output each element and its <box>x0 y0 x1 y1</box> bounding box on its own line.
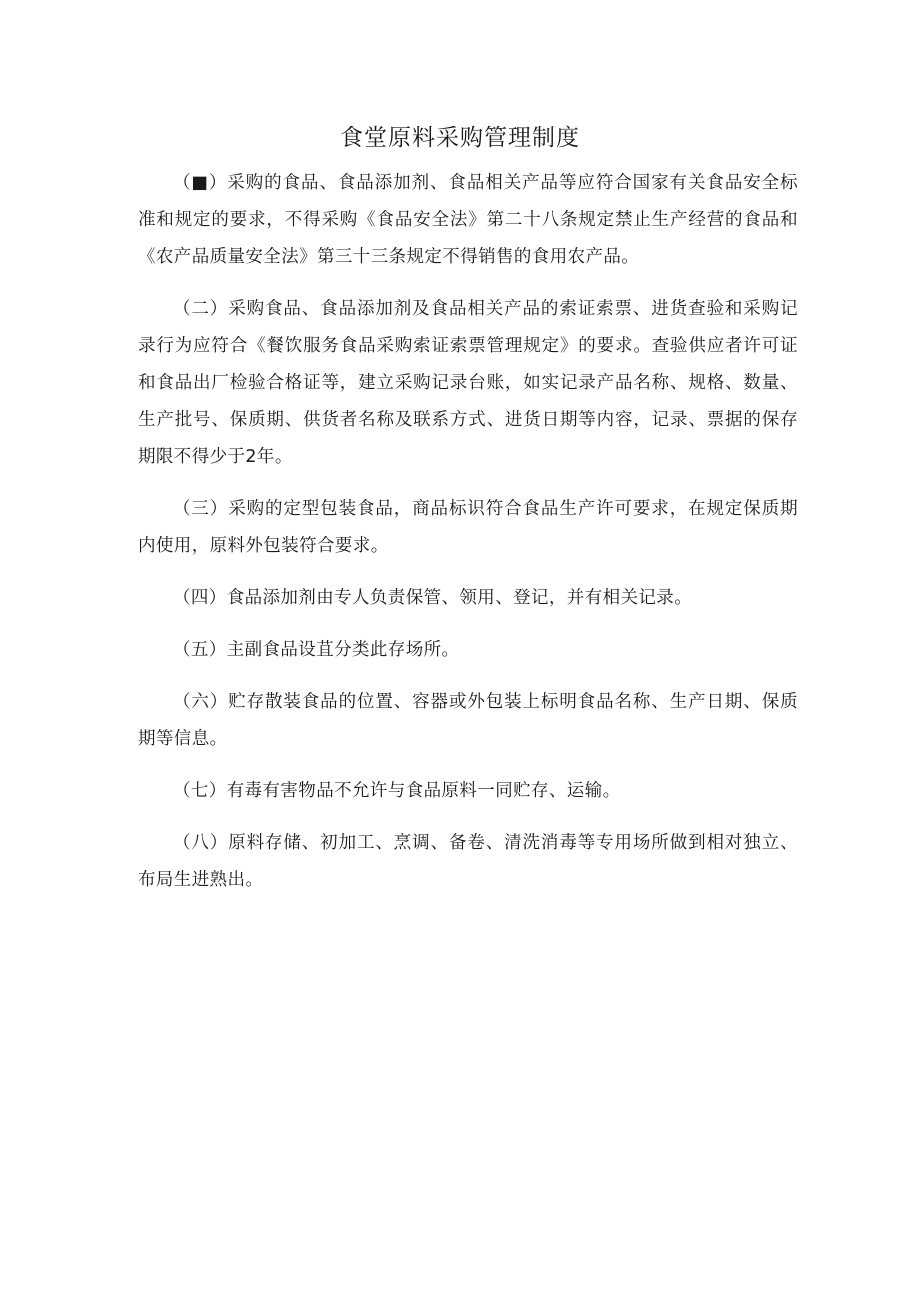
paragraph-2: （二）采购食品、食品添加剂及食品相关产品的索证索票、进货查验和采购记录行为应符合《餐饮服务食品采购索证索票管理规定》的要求。查验供应者许可证和食品出厂检验合格证等，建立采购记录台账，如实记录产品名称、规格、数量、生产批号、保质期、供货者名称及联系方式、进货日期等内容，记录、票据的保存期限不得少于2年。 <box>138 299 798 467</box>
paragraph-3: （三）采购的定型包装食品，商品标识符合食品生产许可要求，在规定保质期内使用，原料外包装符合要求。 <box>138 499 798 556</box>
document-title: 食堂原料采购管理制度 <box>340 125 580 151</box>
paragraph-1: （■）采购的食品、食品添加剂、食品相关产品等应符合国家有关食品安全标准和规定的要求，不得采购《食品安全法》第二十八条规定禁止生产经营的食品和《农产品质量安全法》第三十三条规定不得销售的食用农产品。 <box>138 173 798 267</box>
paragraph-5: （五）主副食品设苴分类此存场所。 <box>173 640 460 660</box>
paragraph-4: （四）食品添加剂由专人负责保管、领用、登记，并有相关记录。 <box>173 588 693 608</box>
document-body <box>138 165 798 914</box>
paragraph-7: （七）有毒有害物品不允许与食品原料一同贮存、运输。 <box>173 781 621 801</box>
paragraph-6: （六）贮存散装食品的位置、容器或外包装上标明食品名称、生产日期、保质期等信息。 <box>138 692 798 749</box>
paragraph-8: （八）原料存储、初加工、烹调、备卷、清洗消毒等专用场所做到相对独立、布局生进熟出。 <box>138 833 798 890</box>
